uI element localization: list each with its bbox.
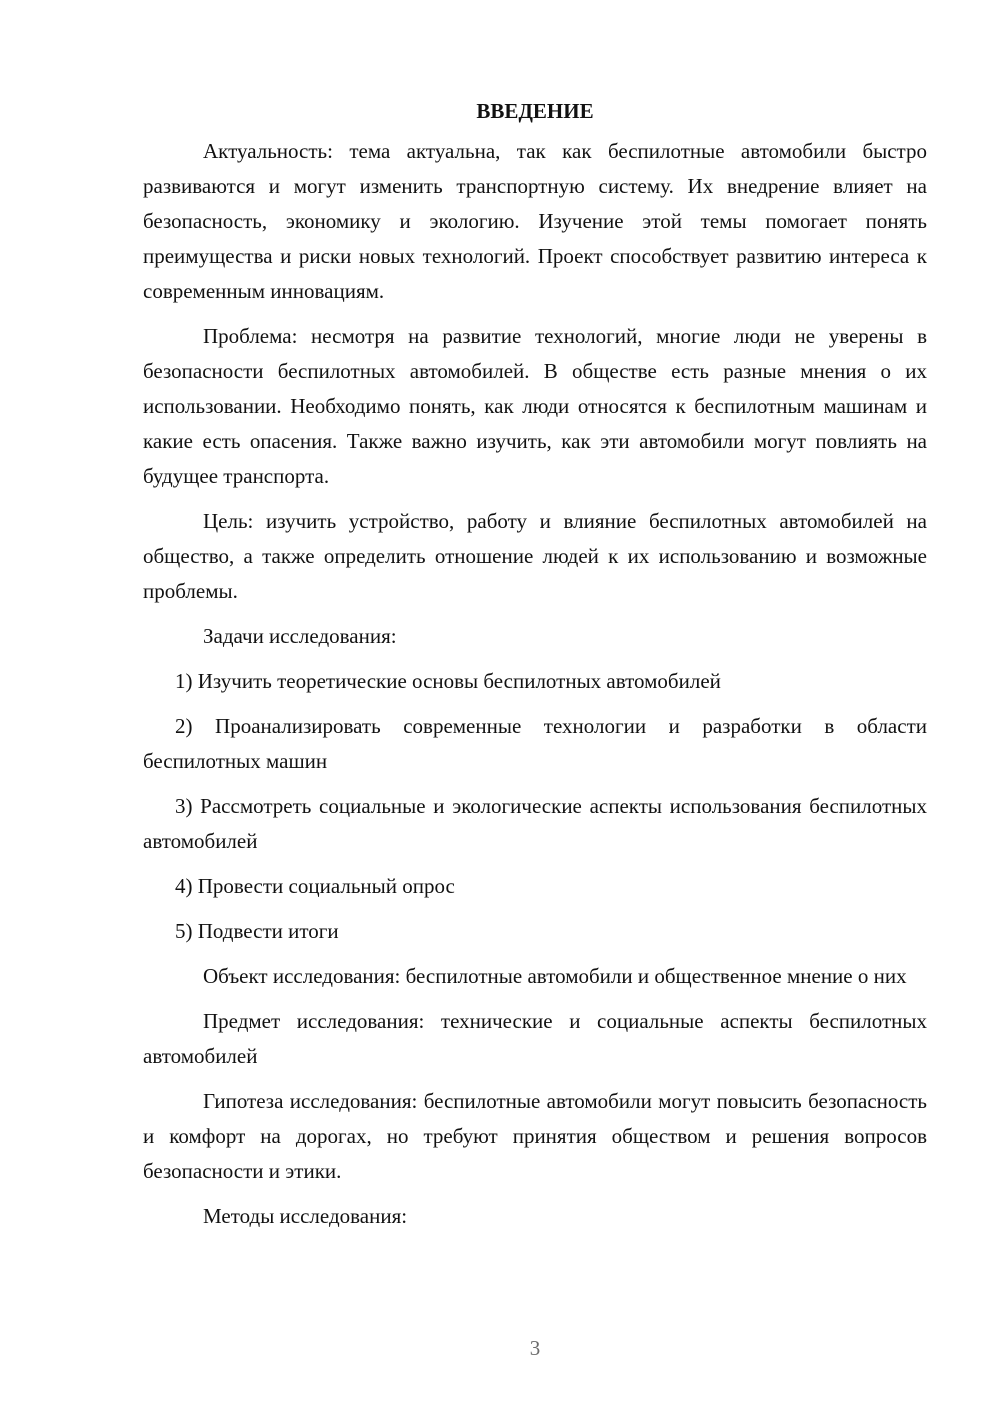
task-item-3: 3) Рассмотреть социальные и экологические аспекты использования беспилотных автомобилей	[143, 794, 927, 853]
task-item-2: 2) Проанализировать современные технологии и разработки в области беспилотных машин	[143, 714, 927, 773]
paragraph-subject: Предмет исследования: технические и социальные аспекты беспилотных автомобилей	[143, 1009, 927, 1068]
paragraph-tasks-heading: Задачи исследования:	[203, 624, 397, 648]
task-item-1: 1) Изучить теоретические основы беспилотных автомобилей	[175, 669, 721, 693]
paragraph-goal: Цель: изучить устройство, работу и влияние беспилотных автомобилей на общество, а также определить отношение людей к их использованию и возможные проблемы.	[143, 509, 927, 603]
paragraph-problem: Проблема: несмотря на развитие технологий, многие люди не уверены в безопасности беспилотных автомобилей. В обществе есть разные мнения о их использовании. Необходимо понять, как люди относятся к беспилотным машинам и какие есть опасения. Также важно изучить, как эти автомобили могут повлиять на будущее транспорта.	[143, 324, 927, 488]
task-item-4: 4) Провести социальный опрос	[175, 874, 455, 898]
paragraph-object: Объект исследования: беспилотные автомобили и общественное мнение о них	[203, 964, 907, 988]
paragraph-methods: Методы исследования:	[203, 1204, 408, 1228]
page-number: 3	[529, 1336, 541, 1360]
section-heading: ВВЕДЕНИЕ	[476, 99, 594, 123]
paragraph-hypothesis: Гипотеза исследования: беспилотные автомобили могут повысить безопасность и комфорт на дорогах, но требуют принятия обществом и решения вопросов безопасности и этики.	[143, 1089, 927, 1183]
paragraph-relevance: Актуальность: тема актуальна, так как беспилотные автомобили быстро развиваются и могут изменить транспортную систему. Их внедрение влияет на безопасность, экономику и экологию. Изучение этой темы помогает понять преимущества и риски новых технологий. Проект способствует развитию интереса к современным инновациям.	[143, 139, 927, 303]
task-item-5: 5) Подвести итоги	[175, 919, 339, 943]
page-content	[143, 96, 927, 1234]
